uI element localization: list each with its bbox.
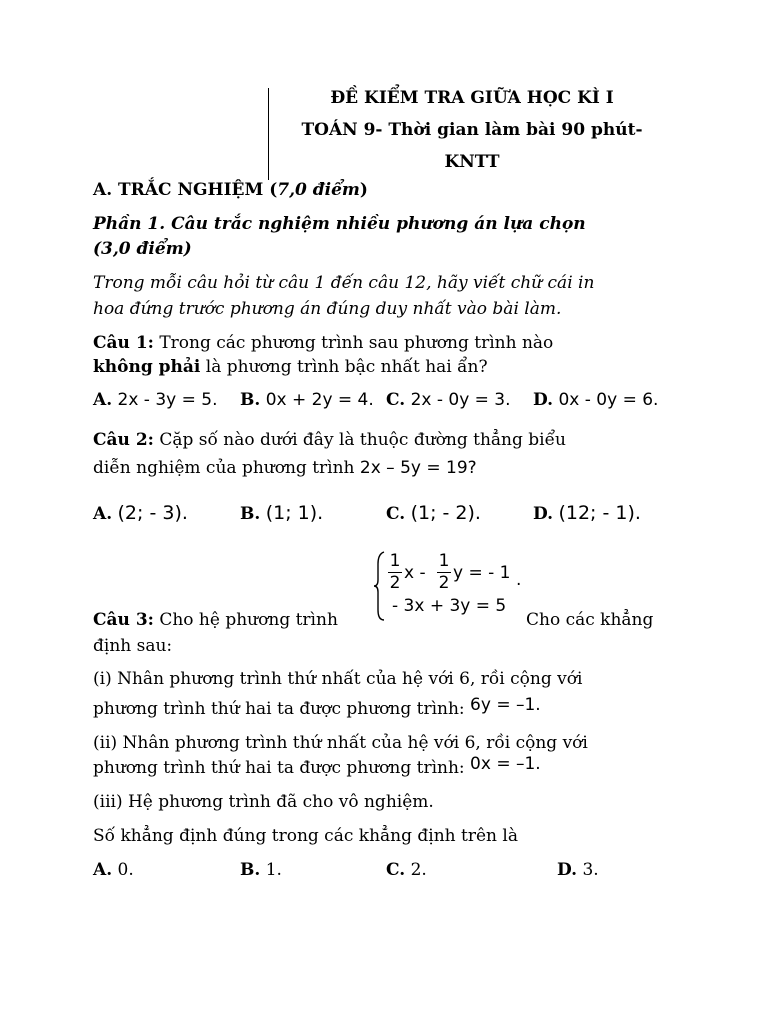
statement-1-cont: phương trình thứ hai ta được phương trình: 6y = –1. [93, 695, 541, 719]
part1-title: Phần 1. Câu trắc nghiệm nhiều phương án lựa chọn [93, 214, 586, 234]
q2-option-a: A. (2; - 3). [93, 502, 188, 524]
statement-2: (ii) Nhân phương trình thứ nhất của hệ với 6, rồi cộng với [93, 733, 588, 753]
q2-option-b: B. (1; 1). [240, 502, 324, 524]
statement-1: (i) Nhân phương trình thứ nhất của hệ với 6, rồi cộng với [93, 669, 583, 689]
system-eq1-mid: x - [404, 563, 426, 583]
section-a-heading: A. TRẮC NGHIỆM (7,0 điểm) [93, 180, 368, 200]
exam-curriculum: KNTT [444, 152, 500, 172]
q3-text-right: Cho các khẳng [526, 610, 654, 630]
part1-instruction-cont: hoa đứng trước phương án đúng duy nhất vào bài làm. [93, 299, 562, 319]
q2-option-c: C. (1; - 2). [386, 502, 481, 524]
q1-option-a: A. 2x - 3y = 5. [93, 390, 218, 410]
q1-option-b: B. 0x + 2y = 4. [240, 390, 374, 410]
q1-option-c: C. 2x - 0y = 3. [386, 390, 511, 410]
q3-question: Số khẳng định đúng trong các khẳng định trên là [93, 826, 518, 846]
statement-3: (iii) Hệ phương trình đã cho vô nghiệm. [93, 792, 434, 812]
system-eq1-end: y = - 1 [453, 563, 511, 583]
q3-option-a: A. 0. [93, 860, 134, 880]
part1-points: (3,0 điểm) [93, 239, 192, 259]
q3-option-b: B. 1. [240, 860, 282, 880]
document-page: ĐỀ KIỂM TRA GIỮA HỌC KÌ I TOÁN 9- Thời gian làm bài 90 phút- KNTT A. TRẮC NGHIỆM (7,0 điểm) Phần 1. Câu trắc nghiệm nhiều phương án lựa chọn (3,0 điểm) Trong mỗi câu hỏi từ câu 1 đến câu 12, hãy viết chữ cái in hoa đứng trước phương án đúng duy nhất vào bài làm. Câu 1: Trong các phương trình sau phương trình nào không phải là phương trình bậc nhất hai ẩn? A. 2x - 3y = 5. B. 0x + 2y = 4. C. 2x - 0y = 3. D. 0x - 0y = 6. Câu 2: Cặp số nào dưới đây là thuộc đường thẳng biểu diễn nghiệm của phương trình 2x – 5y = 19? A. (2; - 3). B. (1; 1). C. (1; - 2). D. (12; - 1). 1 2 x - 1 2 y = - 1 . - 3x + 3y = 5 Câu 3: Cho hệ phương trình Cho các khẳng định sau: (i) Nhân phương trình thứ nhất của hệ với 6, rồi cộng với phương trình thứ hai ta được phương trình: 6y = –1. (ii) Nhân phương trình thứ nhất của hệ với 6, rồi cộng với phương trình thứ hai ta được phương trình: 0x = –1. (iii) Hệ phương trình đã cho vô nghiệm. Số khẳng định đúng trong các khẳng định trên là A. 0. B. 1. C. 2. D. 3. [0, 0, 768, 1024]
exam-title: ĐỀ KIỂM TRA GIỮA HỌC KÌ I [330, 88, 614, 108]
q2-option-d: D. (12; - 1). [533, 502, 641, 524]
q3-option-d: D. 3. [557, 860, 599, 880]
q2-text-cont: diễn nghiệm của phương trình 2x – 5y = 19? [93, 458, 477, 478]
q1-option-d: D. 0x - 0y = 6. [533, 390, 659, 410]
system-eq2: - 3x + 3y = 5 [392, 596, 507, 616]
header-divider [268, 88, 269, 180]
system-brace [372, 550, 388, 622]
q3-option-c: C. 2. [386, 860, 427, 880]
q1-text: Câu 1: Trong các phương trình sau phương trình nào [93, 333, 554, 353]
part1-instruction: Trong mỗi câu hỏi từ câu 1 đến câu 12, hãy viết chữ cái in [93, 273, 595, 293]
exam-subtitle: TOÁN 9- Thời gian làm bài 90 phút- [301, 120, 643, 140]
q3-text: Câu 3: Cho hệ phương trình [93, 610, 338, 630]
system-eq1-dot: . [516, 570, 522, 590]
q1-text-cont: không phải là phương trình bậc nhất hai ẩn? [93, 357, 488, 377]
q3-text-cont: định sau: [93, 636, 173, 656]
statement-2-cont: phương trình thứ hai ta được phương trình: 0x = –1. [93, 754, 541, 778]
q2-text: Câu 2: Cặp số nào dưới đây là thuộc đường thẳng biểu [93, 430, 566, 450]
